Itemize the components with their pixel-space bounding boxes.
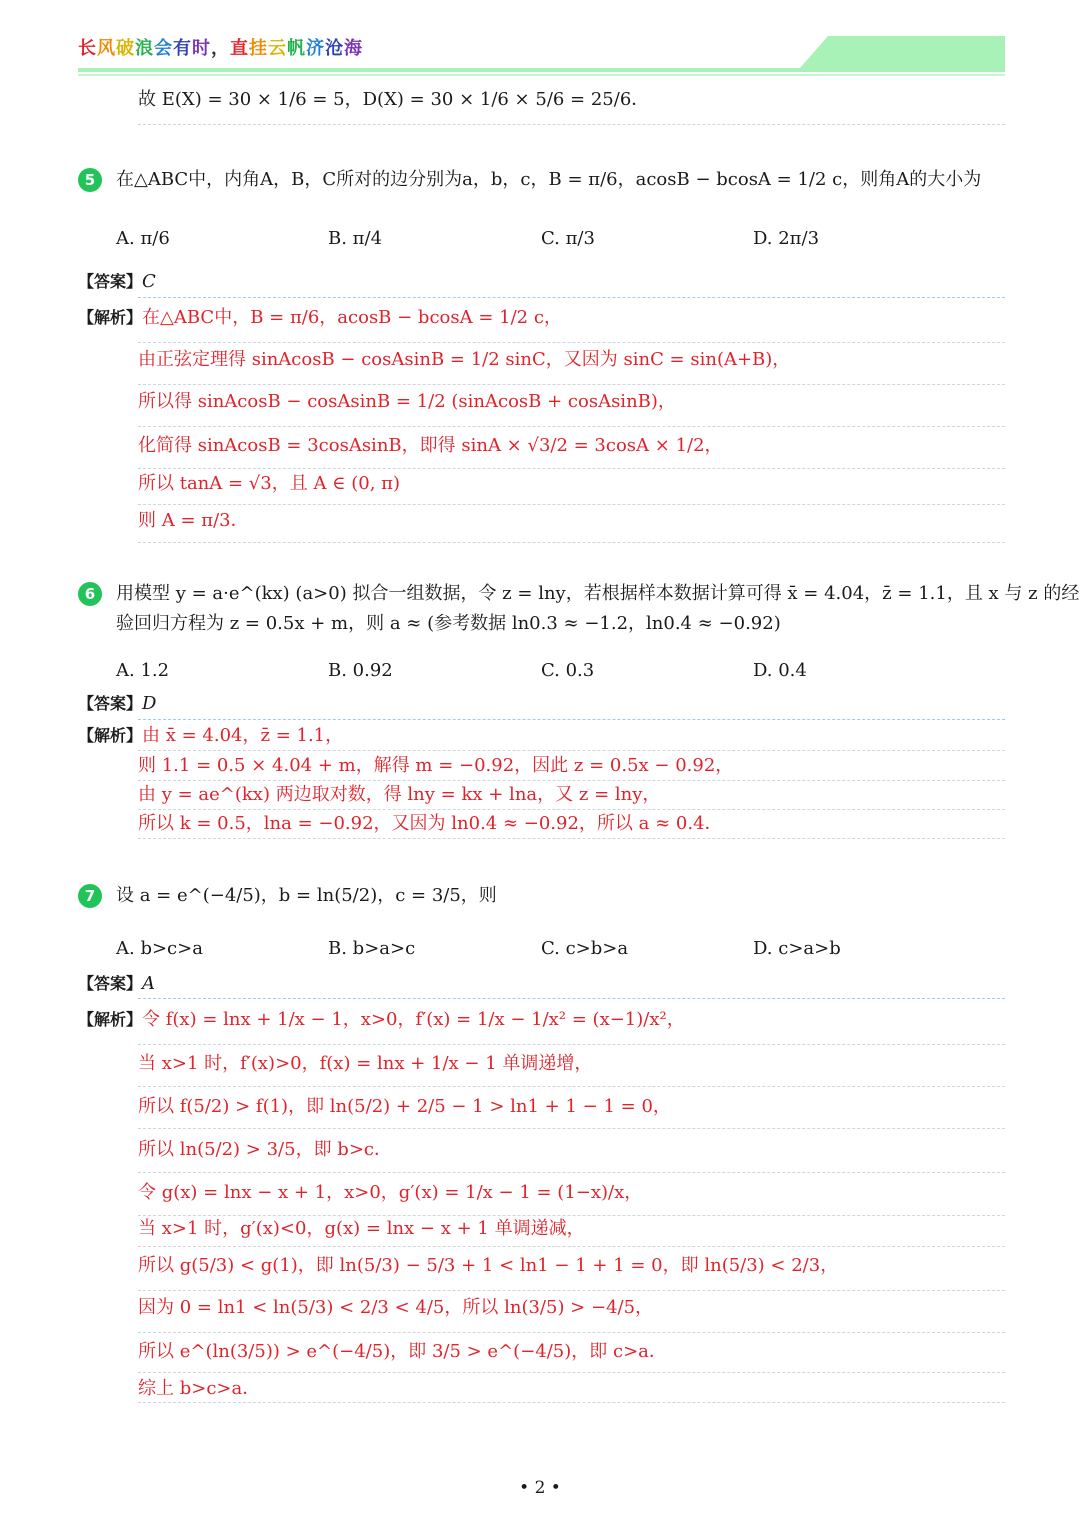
question-stem: 设 a = e^(−4/5)，b = ln(5/2)，c = 3/5，则 <box>116 885 497 906</box>
question-number-badge: 7 <box>78 884 102 908</box>
divider <box>138 504 1005 505</box>
slogan-char: 有 <box>173 38 192 59</box>
question-7-answer <box>78 972 1005 996</box>
divider <box>138 998 1005 999</box>
answer-value: A <box>142 973 156 994</box>
header-accent-band <box>800 36 1005 68</box>
divider <box>138 1086 1005 1087</box>
option-d: D. 0.4 <box>753 660 807 681</box>
option-d: D. c>a>b <box>753 938 841 959</box>
question-5-analysis <box>78 306 1005 531</box>
slogan-char: 长 <box>78 38 97 59</box>
analysis-line: 所以得 sinAcosB − cosAsinB = 1/2 (sinAcosB + cosAsinB)， <box>138 391 676 412</box>
slogan-char: ， <box>211 38 230 59</box>
analysis-line: 综上 b>c>a． <box>138 1378 261 1399</box>
question-7-analysis <box>78 1008 1005 1399</box>
analysis-line: 所以 k = 0.5，lna = −0.92，又因为 ln0.4 ≈ −0.92，所以 a ≈ 0.4． <box>138 813 723 834</box>
header-rule <box>78 68 1005 72</box>
analysis-line: 所以 ln(5/2) > 3/5，即 b>c． <box>138 1139 392 1160</box>
analysis-tag: 【解析】 <box>78 726 143 745</box>
analysis-line: 所以 f(5/2) > f(1)，即 ln(5/2) + 2/5 − 1 > ln1 + 1 − 1 = 0， <box>138 1096 671 1117</box>
question-number-badge: 5 <box>78 168 102 192</box>
analysis-line: 由 x̄ = 4.04，z̄ = 1.1， <box>142 725 344 746</box>
option-c: C. 0.3 <box>541 660 595 681</box>
question-6-answer <box>78 692 1005 716</box>
analysis-line: 令 g(x) = lnx − x + 1，x>0，g′(x) = 1/x − 1 = (1−x)/x， <box>138 1182 643 1203</box>
divider <box>138 838 1005 839</box>
option-a: A. 1.2 <box>116 660 170 681</box>
analysis-line: 当 x>1 时，g′(x)<0，g(x) = lnx − x + 1 单调递减， <box>138 1218 585 1239</box>
option-a: A. π/6 <box>116 228 170 249</box>
answer-value: C <box>142 271 156 292</box>
answer-tag: 【答案】 <box>78 694 143 713</box>
question-7 <box>78 884 1005 908</box>
solution-line: 故 E(X) = 30 × 1/6 = 5，D(X) = 30 × 1/6 × 5/6 = 25/6． <box>138 89 650 110</box>
question-6 <box>78 582 1080 636</box>
question-5-answer <box>78 270 1005 294</box>
analysis-line: 则 A = π/3． <box>138 510 249 531</box>
analysis-tag: 【解析】 <box>78 308 143 327</box>
analysis-line: 在△ABC中，B = π/6，acosB − bcosA = 1/2 c， <box>142 307 562 328</box>
analysis-line: 因为 0 = ln1 < ln(5/3) < 2/3 < 4/5，所以 ln(3/5) > −4/5， <box>138 1297 654 1318</box>
divider <box>138 809 1005 810</box>
divider <box>138 1402 1005 1403</box>
option-b: B. 0.92 <box>328 660 393 681</box>
slogan-char: 云 <box>268 38 287 59</box>
analysis-tag: 【解析】 <box>78 1010 143 1029</box>
option-c: C. π/3 <box>541 228 595 249</box>
divider <box>138 297 1005 298</box>
divider <box>138 719 1005 720</box>
divider <box>138 124 1005 125</box>
slogan-char: 破 <box>116 38 135 59</box>
analysis-line: 由 y = ae^(kx) 两边取对数，得 lny = kx + lna，又 z = lny， <box>138 784 661 805</box>
analysis-line: 由正弦定理得 sinAcosB − cosAsinB = 1/2 sinC，又因为 sinC = sin(A+B)， <box>138 349 791 370</box>
slogan-char: 会 <box>154 38 173 59</box>
option-b: B. π/4 <box>328 228 383 249</box>
slogan-char: 海 <box>344 38 363 59</box>
slogan-char: 帆 <box>287 38 306 59</box>
divider <box>138 1332 1005 1333</box>
divider <box>138 1172 1005 1173</box>
divider <box>138 342 1005 343</box>
slogan-char: 风 <box>97 38 116 59</box>
slogan-char: 沧 <box>325 38 344 59</box>
analysis-line: 所以 e^(ln(3/5)) > e^(−4/5)，即 3/5 > e^(−4/5)，即 c>a． <box>138 1341 667 1362</box>
divider <box>138 384 1005 385</box>
divider <box>138 426 1005 427</box>
answer-tag: 【答案】 <box>78 974 143 993</box>
question-6-analysis <box>78 724 1005 834</box>
divider <box>138 780 1005 781</box>
slogan-char: 直 <box>230 38 249 59</box>
slogan-char: 挂 <box>249 38 268 59</box>
slogan-char: 济 <box>306 38 325 59</box>
answer-value: D <box>142 693 157 714</box>
divider <box>138 1044 1005 1045</box>
analysis-line: 则 1.1 = 0.5 × 4.04 + m，解得 m = −0.92，因此 z = 0.5x − 0.92， <box>138 755 734 776</box>
divider <box>138 542 1005 543</box>
previous-solution-tail <box>78 88 1005 112</box>
question-stem-continued: 验回归方程为 z = 0.5x + m，则 a ≈ (参考数据 ln0.3 ≈ −1.2，ln0.4 ≈ −0.92) <box>116 613 781 634</box>
answer-tag: 【答案】 <box>78 272 143 291</box>
question-stem: 在△ABC中，内角A，B，C所对的边分别为a，b，c，B = π/6，acosB − bcosA = 1/2 c，则角A的大小为 <box>116 169 982 190</box>
analysis-line: 化简得 sinAcosB = 3cosAsinB，即得 sinA × √3/2 = 3cosA × 1/2， <box>138 435 723 456</box>
option-d: D. 2π/3 <box>753 228 820 249</box>
analysis-line: 当 x>1 时，f′(x)>0，f(x) = lnx + 1/x − 1 单调递增， <box>138 1053 593 1074</box>
option-a: A. b>c>a <box>116 938 203 959</box>
question-stem: 用模型 y = a·e^(kx) (a>0) 拟合一组数据，令 z = lny，若根据样本数据计算可得 x̄ = 4.04，z̄ = 1.1，且 x 与 z 的经 <box>116 583 1080 604</box>
divider <box>138 468 1005 469</box>
divider <box>138 1128 1005 1129</box>
divider <box>138 1215 1005 1216</box>
divider <box>138 1372 1005 1373</box>
page-number: • 2 • <box>519 1478 561 1498</box>
option-c: C. c>b>a <box>541 938 629 959</box>
question-number-badge: 6 <box>78 582 102 606</box>
analysis-line: 所以 tanA = √3，且 A ∈ (0, π) <box>138 473 400 494</box>
analysis-line: 所以 g(5/3) < g(1)，即 ln(5/3) − 5/3 + 1 < ln1 − 1 + 1 = 0，即 ln(5/3) < 2/3， <box>138 1255 839 1276</box>
header-rule-secondary <box>78 74 1005 76</box>
divider <box>138 1290 1005 1291</box>
question-5 <box>78 168 1005 192</box>
divider <box>138 1246 1005 1247</box>
slogan-char: 时 <box>192 38 211 59</box>
divider <box>138 750 1005 751</box>
slogan-char: 浪 <box>135 38 154 59</box>
header-slogan <box>78 34 363 60</box>
option-b: B. b>a>c <box>328 938 416 959</box>
analysis-line: 令 f(x) = lnx + 1/x − 1，x>0，f′(x) = 1/x − 1/x² = (x−1)/x²， <box>142 1009 685 1030</box>
